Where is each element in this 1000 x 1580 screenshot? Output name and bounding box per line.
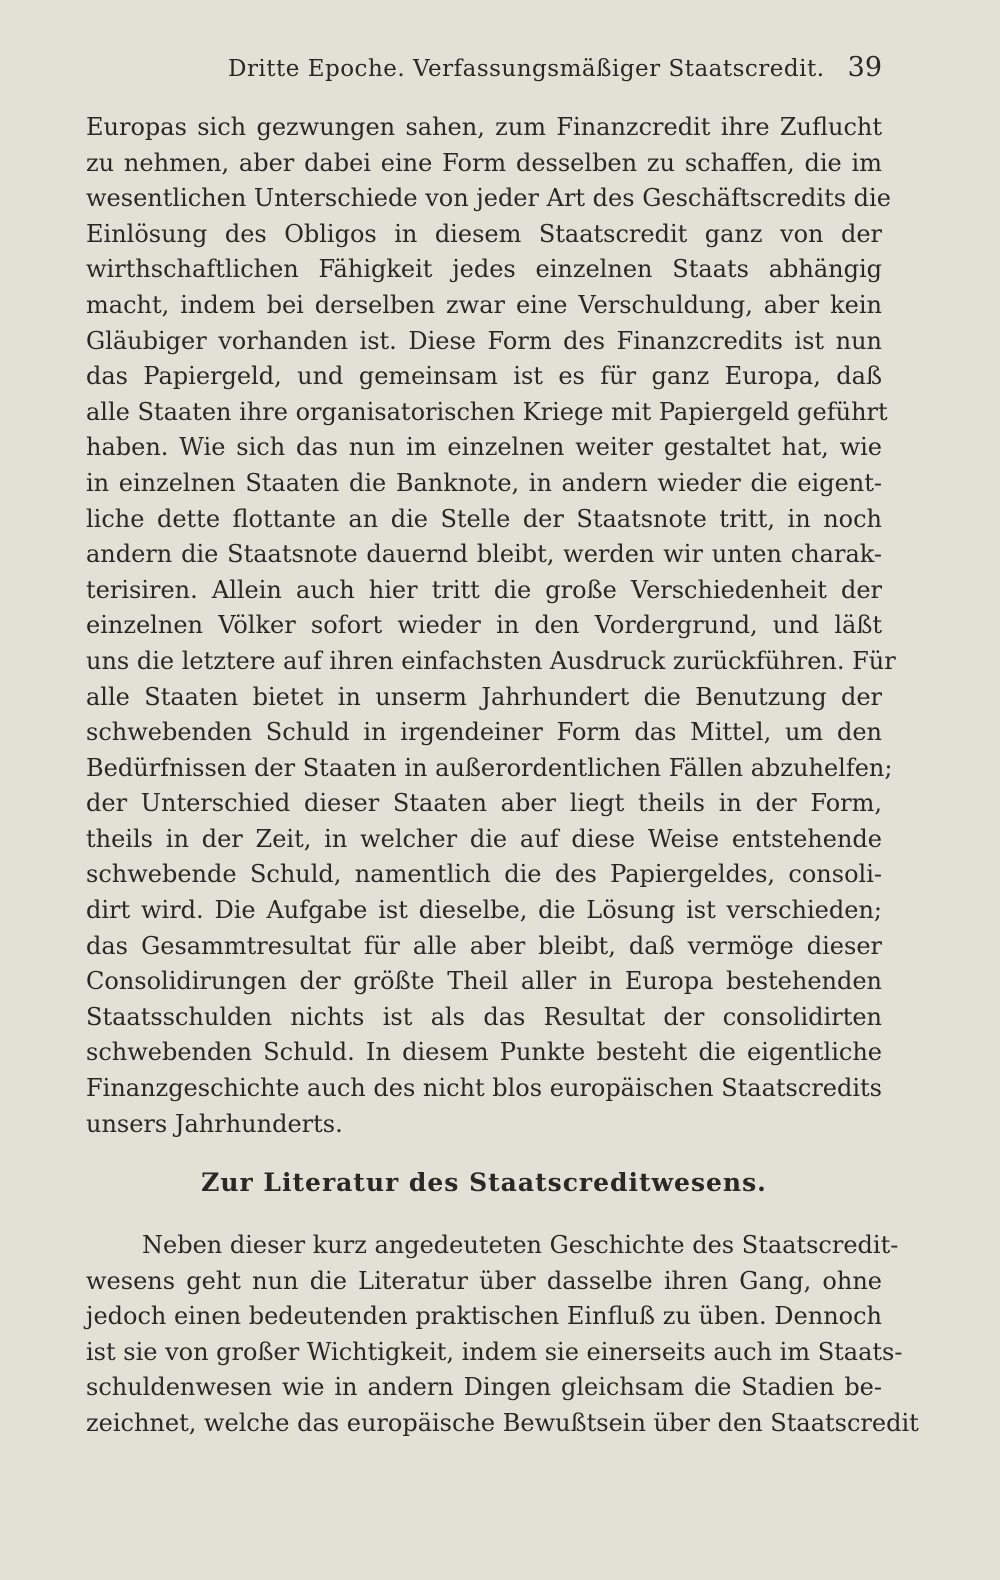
text-line: schwebenden Schuld. In diesem Punkte besteht die eigentliche [86, 1038, 882, 1067]
text-line: Einlösung des Obligos in diesem Staatscredit ganz von der [86, 219, 882, 248]
page-number: 39 [847, 52, 882, 83]
text-line: das Papiergeld, und gemeinsam ist es für ganz Europa, daß [86, 362, 882, 391]
text-line: der Unterschied dieser Staaten aber liegt theils in der Form, [86, 789, 882, 818]
text-line: Staatsschulden nichts ist als das Resultat der consolidirten [86, 1002, 882, 1031]
text-line: zeichnet, welche das europäische Bewußtsein über den Staatscredit [86, 1408, 919, 1437]
text-line: haben. Wie sich das nun im einzelnen weiter gestaltet hat, wie [86, 433, 882, 462]
text-line: einzelnen Völker sofort wieder in den Vordergrund, und läßt [86, 611, 882, 640]
text-line: schwebende Schuld, namentlich die des Papiergeldes, consoli- [86, 860, 882, 889]
text-line: in einzelnen Staaten die Banknote, in andern wieder die eigent- [86, 468, 882, 497]
text-line: jedoch einen bedeutenden praktischen Einfluß zu üben. Dennoch [86, 1302, 882, 1331]
text-line: wesentlichen Unterschiede von jeder Art des Geschäftscredits die [86, 184, 891, 213]
text-line: liche dette flottante an die Stelle der Staatsnote tritt, in noch [86, 504, 882, 533]
text-line: theils in der Zeit, in welcher die auf diese Weise entstehende [86, 824, 882, 853]
text-line: Consolidirungen der größte Theil aller in Europa bestehenden [86, 967, 882, 996]
text-line: ist sie von großer Wichtigkeit, indem sie einerseits auch im Staats- [86, 1337, 903, 1366]
paragraph-1 [86, 110, 896, 1142]
text-line: schwebenden Schuld in irgendeiner Form das Mittel, um den [86, 718, 882, 747]
text-line: uns die letztere auf ihren einfachsten Ausdruck zurückführen. Für [86, 646, 896, 675]
text-line: schuldenwesen wie in andern Dingen gleichsam die Stadien be- [86, 1373, 882, 1402]
text-line: Finanzgeschichte auch des nicht blos europäischen Staatscredits [86, 1074, 882, 1103]
text-line: wesens geht nun die Literatur über dasselbe ihren Gang, ohne [86, 1266, 882, 1295]
paragraph-2 [86, 1228, 919, 1442]
text-line: terisiren. Allein auch hier tritt die große Verschiedenheit der [86, 575, 882, 604]
text-line: zu nehmen, aber dabei eine Form desselben zu schaffen, die im [86, 148, 882, 177]
text-line: macht, indem bei derselben zwar eine Verschuldung, aber kein [86, 290, 882, 319]
text-line: Bedürfnissen der Staaten in außerordentlichen Fällen abzuhelfen; [86, 753, 893, 782]
text-line: unsers Jahrhunderts. [86, 1109, 343, 1138]
text-line: andern die Staatsnote dauernd bleibt, werden wir unten charak- [86, 540, 882, 569]
text-line: Europas sich gezwungen sahen, zum Finanzcredit ihre Zuflucht [86, 113, 882, 141]
text-line: Neben dieser kurz angedeuteten Geschichte des Staatscredit- [142, 1231, 899, 1259]
section-heading: Zur Literatur des Staatscreditwesens. [201, 1168, 767, 1197]
running-title: Dritte Epoche. Verfassungsmäßiger Staatscredit. [228, 56, 825, 82]
text-line: alle Staaten bietet in unserm Jahrhundert die Benutzung der [86, 682, 882, 711]
text-line: wirthschaftlichen Fähigkeit jedes einzelnen Staats abhängig [86, 255, 882, 284]
text-line: Gläubiger vorhanden ist. Diese Form des Finanzcredits ist nun [86, 326, 882, 355]
text-line: alle Staaten ihre organisatorischen Kriege mit Papiergeld geführt [86, 397, 888, 426]
running-head [86, 52, 882, 92]
text-line: das Gesammtresultat für alle aber bleibt, daß vermöge dieser [86, 931, 882, 960]
text-line: dirt wird. Die Aufgabe ist dieselbe, die Lösung ist verschieden; [86, 896, 882, 925]
